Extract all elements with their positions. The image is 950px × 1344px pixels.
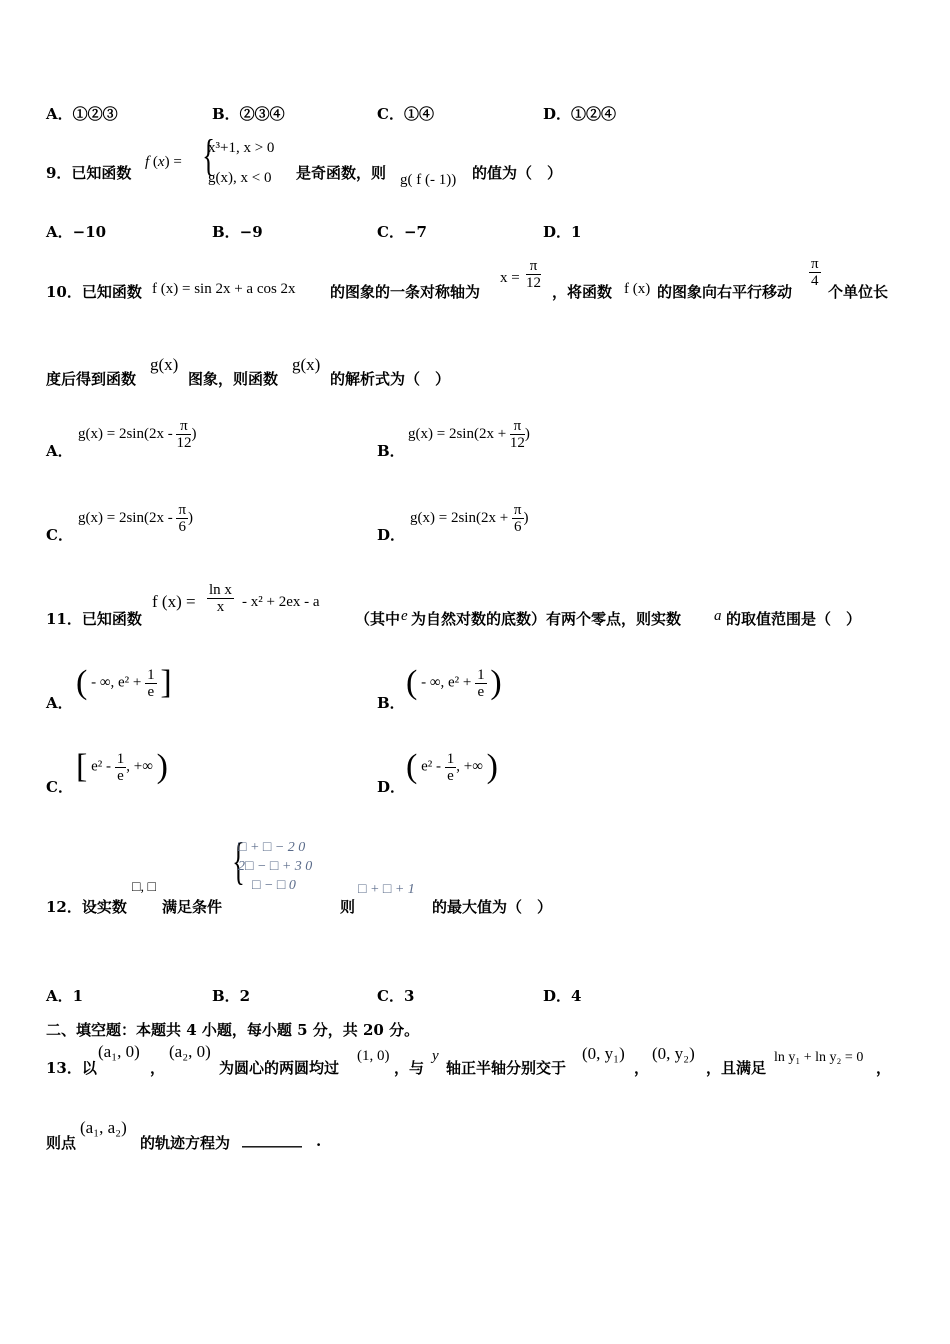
- q10-option-c-label: C．: [46, 526, 73, 544]
- q11-a: a: [714, 608, 722, 624]
- q11-num: ln x: [209, 582, 232, 598]
- q10-option-b-den: 12: [509, 435, 525, 451]
- q8-option-a: A．①②③: [46, 105, 118, 123]
- q13-p3: (1, 0): [357, 1048, 390, 1064]
- q10-option-a-expr: g(x) = 2sin(2x -: [78, 425, 173, 442]
- q13-mid1: 为圆心的两圆均过: [219, 1059, 340, 1077]
- q10-option-b-tail: ): [524, 425, 530, 442]
- q11-e: e: [401, 608, 408, 624]
- q11-option-d-den: e: [447, 767, 454, 784]
- q11-option-a-close: ]: [160, 664, 172, 701]
- q9-brace: {: [202, 131, 215, 180]
- q11-option-c: [76, 748, 168, 786]
- q10-mid3: 的图象向右平行移动: [657, 283, 793, 301]
- q10-option-c: [78, 502, 193, 535]
- q12-sys2: 2□ − □ + 3 0: [238, 859, 313, 874]
- q12-mid: 满足条件: [162, 898, 223, 916]
- q10-line2-c: 的解析式为（ ）: [330, 370, 451, 388]
- q11-option-c-close: ): [156, 748, 168, 785]
- q10-axis-den: 12: [526, 275, 541, 291]
- q10-option-d-tail: ): [523, 509, 529, 526]
- q11-option-a-open: (: [76, 664, 88, 701]
- q13-blank: ________: [242, 1130, 302, 1148]
- q11-note3: 的取值范围是（ ）: [726, 610, 862, 628]
- q13-mid2: ，与: [394, 1059, 425, 1077]
- q11-note1: （其中: [355, 610, 401, 628]
- q11-option-a-label: A．: [46, 694, 73, 712]
- q9-case2: g(x), x < 0: [208, 170, 272, 186]
- q10-option-b-expr: g(x) = 2sin(2x +: [408, 425, 507, 442]
- q10-line2-b: 图象，则函数: [188, 370, 279, 388]
- q11-option-b-den: e: [477, 683, 485, 700]
- q10-line2-a: 度后得到函数: [46, 370, 137, 388]
- q10-option-d: [410, 502, 529, 535]
- q11-option-b-num: 1: [477, 666, 485, 683]
- q8-option-d: D．①②④: [543, 105, 617, 123]
- q8-option-c: C．①④: [377, 105, 434, 123]
- q11-option-b-body: - ∞, e² +: [421, 674, 472, 691]
- q12-obj: □ + □ + 1: [358, 882, 415, 897]
- q12-mid2: 则: [340, 898, 356, 916]
- q9-expr: g( f (- 1)): [400, 172, 457, 188]
- q10-option-b-label: B．: [377, 442, 405, 460]
- q10-option-a-tail: ): [191, 425, 197, 442]
- q13-y: y: [432, 1048, 439, 1064]
- q11-option-c-label: C．: [46, 778, 73, 796]
- q12-suffix: 的最大值为（ ）: [432, 898, 553, 916]
- q10-option-c-num: π: [178, 502, 187, 518]
- q10-option-d-den: 6: [513, 519, 522, 535]
- q11-den: x: [216, 599, 225, 615]
- q9-option-a: A．−10: [46, 223, 107, 241]
- q11-note2: 为自然对数的底数）有两个零点，则实数: [411, 610, 682, 628]
- q10-option-a-den: 12: [176, 435, 192, 451]
- q12-sys3: □ − □ 0: [252, 878, 296, 893]
- q10-option-a: [78, 418, 196, 451]
- q9-option-d: D．1: [543, 223, 582, 241]
- q10-g2: g(x): [292, 355, 321, 374]
- section2-heading: 二、填空题：本题共 4 小题，每小题 5 分，共 20 分。: [46, 1021, 420, 1039]
- q13-p5: (0, y₂): [652, 1044, 695, 1063]
- q9-option-b: B．−9: [212, 223, 263, 241]
- q13-p2: (a₂, 0): [169, 1042, 211, 1061]
- q11-option-d-rest: , +∞: [456, 758, 483, 775]
- q10-shift-den: 4: [811, 273, 819, 289]
- q10-mid1: 的图象的一条对称轴为: [330, 283, 481, 301]
- q10-func2: f (x): [624, 281, 651, 297]
- q13-end: .: [316, 1132, 322, 1150]
- q10-prefix: 10．已知函数: [46, 283, 142, 301]
- q12-vars: □, □: [132, 880, 156, 895]
- q10-axis-frac: [526, 258, 541, 291]
- q9-mid: 是奇函数，则: [296, 164, 387, 182]
- q10-g1: g(x): [150, 355, 179, 374]
- q12-sys1: □ + □ − 2 0: [238, 840, 306, 855]
- q13-tail: ，: [876, 1059, 892, 1077]
- q10-shift-num: π: [811, 256, 819, 272]
- q12-brace: {: [232, 833, 245, 890]
- q10-option-a-label: A．: [46, 442, 73, 460]
- q13-p1: (a₁, 0): [98, 1042, 140, 1061]
- q12-option-a: A．1: [46, 987, 84, 1005]
- q10-option-d-expr: g(x) = 2sin(2x +: [410, 509, 509, 526]
- q10-option-d-num: π: [513, 502, 522, 518]
- q11-option-a-den: e: [147, 683, 155, 700]
- q12-prefix: 12．设实数: [46, 898, 127, 916]
- q8-option-b: B．②③④: [212, 105, 285, 123]
- q13-p4: (0, y₁): [582, 1044, 625, 1063]
- q11-option-a-num: 1: [147, 666, 155, 683]
- q13-line2-a: 则点: [46, 1134, 77, 1152]
- q9-suffix: 的值为（ ）: [472, 164, 563, 182]
- q9-option-c: C．−7: [377, 223, 427, 241]
- q13-line2-b: 的轨迹方程为: [140, 1134, 231, 1152]
- q11-prefix: 11．已知函数: [46, 610, 142, 628]
- q13-sep1: ，: [150, 1059, 166, 1077]
- q11-option-c-open: [: [76, 748, 88, 785]
- q11-option-c-rest: , +∞: [126, 758, 153, 775]
- q11-option-d: [406, 748, 498, 786]
- q11-option-a-body: - ∞, e² +: [91, 674, 142, 691]
- q10-option-d-label: D．: [377, 526, 406, 544]
- q11-option-c-den: e: [117, 767, 124, 784]
- q11-frac: [207, 582, 234, 615]
- q11-option-b-close: ): [490, 664, 502, 701]
- q10-option-c-den: 6: [178, 519, 186, 535]
- q10-option-b: [408, 418, 530, 451]
- q13-mid4: ，且满足: [706, 1059, 767, 1077]
- q10-axis-num: π: [526, 258, 541, 275]
- q10-option-c-expr: g(x) = 2sin(2x -: [78, 509, 173, 526]
- q11-option-b: [406, 664, 502, 702]
- q11-option-c-num: 1: [116, 750, 125, 767]
- q11-option-d-open: (: [406, 748, 418, 785]
- q10-option-c-tail: ): [188, 509, 194, 526]
- q10-shift-frac: [809, 256, 821, 289]
- q12-option-b: B．2: [212, 987, 251, 1005]
- q11-option-d-label: D．: [377, 778, 406, 796]
- q10-axis: x =: [500, 270, 520, 286]
- q11-rest: - x² + 2ex - a: [242, 594, 320, 610]
- q12-option-c: C．3: [377, 987, 415, 1005]
- q11-option-c-body: e² -: [91, 758, 111, 775]
- q13-mid3: 轴正半轴分别交于: [446, 1059, 567, 1077]
- q11-option-b-label: B．: [377, 694, 405, 712]
- q10-option-a-num: π: [176, 418, 191, 435]
- q9-prefix: 9．已知函数: [46, 164, 132, 182]
- q10-mid2: ，将函数: [552, 283, 613, 301]
- q13-sep2: ，: [634, 1059, 650, 1077]
- q9-fx: f (x) =: [145, 154, 182, 170]
- q11-option-d-close: ): [486, 748, 498, 785]
- q13-p6: (a₁, a₂): [80, 1118, 127, 1137]
- q10-option-b-num: π: [510, 418, 525, 435]
- q11-fx: f (x) =: [152, 592, 196, 611]
- q11-option-d-body: e² -: [421, 758, 441, 775]
- q10-mid4: 个单位长: [828, 283, 889, 301]
- q13-cond: ln y₁ + ln y₂ = 0: [774, 1050, 864, 1065]
- q9-case1: x³+1, x > 0: [208, 140, 275, 156]
- q11-option-b-open: (: [406, 664, 418, 701]
- q11-option-d-num: 1: [446, 750, 455, 767]
- q12-option-d: D．4: [543, 987, 582, 1005]
- q11-option-a: [76, 664, 172, 702]
- q13-prefix: 13．以: [46, 1059, 97, 1077]
- q10-func: f (x) = sin 2x + a cos 2x: [152, 281, 296, 297]
